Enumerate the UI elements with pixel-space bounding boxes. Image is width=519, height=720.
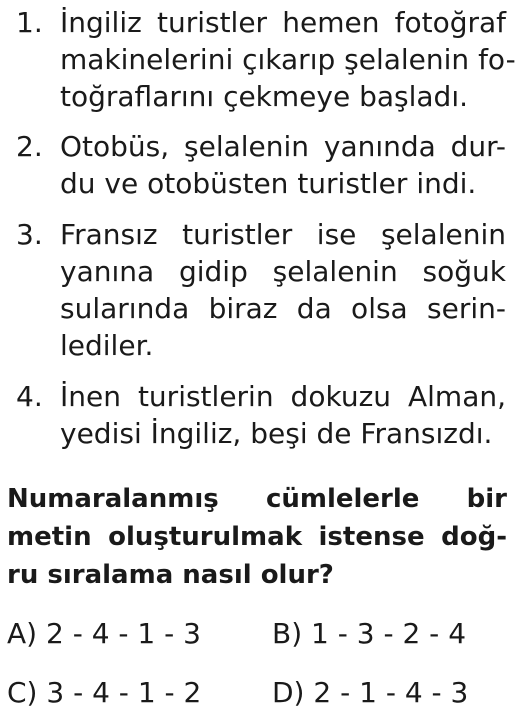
option-b[interactable]: B) 1 - 3 - 2 - 4	[272, 617, 467, 650]
sentence-line: Otobüs, şelalenin yanında dur-	[60, 130, 506, 163]
sentence-line: toğraflarını çekmeye başladı.	[60, 80, 469, 113]
sentence-line: sularında biraz da olsa serin-	[60, 292, 506, 325]
question-text	[7, 480, 507, 594]
sentence-line: yedisi İngiliz, beşi de Fransızdı.	[60, 417, 493, 450]
sentence-4	[16, 378, 506, 452]
sentence-number: 4.	[16, 380, 43, 413]
option-c[interactable]: C) 3 - 4 - 1 - 2	[7, 676, 202, 709]
sentence-2	[16, 128, 506, 202]
sentence-line: lediler.	[60, 329, 154, 362]
sentence-number: 3.	[16, 218, 43, 251]
sentence-line: makinelerini çıkarıp şelalenin fo-	[60, 43, 516, 76]
sentence-3	[16, 216, 506, 364]
option-a[interactable]: A) 2 - 4 - 1 - 3	[7, 617, 201, 650]
option-d[interactable]: D) 2 - 1 - 4 - 3	[272, 676, 469, 709]
question-line: Numaralanmış cümlelerle bir	[7, 484, 507, 514]
sentence-number: 2.	[16, 130, 43, 163]
sentence-line: İngiliz turistler hemen fotoğraf	[60, 6, 506, 39]
sentence-1	[16, 4, 516, 115]
sentence-line: du ve otobüsten turistler indi.	[60, 167, 477, 200]
question-line: metin oluşturulmak istense doğ-	[7, 522, 507, 552]
sentence-line: Fransız turistler ise şelalenin	[60, 218, 506, 251]
sentence-line: İnen turistlerin dokuzu Alman,	[60, 380, 506, 413]
question-line: ru sıralama nasıl olur?	[7, 560, 334, 590]
sentence-line: yanına gidip şelalenin soğuk	[60, 255, 506, 288]
sentence-number: 1.	[16, 6, 43, 39]
